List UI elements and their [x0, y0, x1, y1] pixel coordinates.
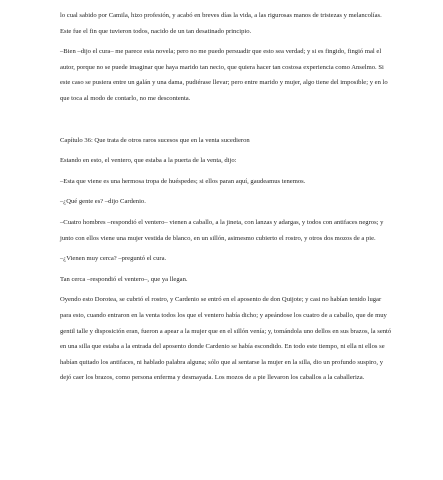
chapter-title: Capítulo 36: Que trata de otros raros sucesos que en la venta sucedieron: [60, 136, 250, 144]
paragraph-huespedes: –Esta que viene es una hermosa tropa de huéspedes; si ellos paran aquí, gaudeamus tenemos.: [60, 177, 306, 185]
paragraph-camila-ending: lo cual sabido por Camila, hizo profesión, y acabó en breves días la vida, a las rigurosas manos de tristezas y melancolías. Este fue el fin que tuvieron todos, nacido de un tan desatinado principio.: [60, 12, 382, 35]
paragraph-cuatro-hombres: –Cuatro hombres –respondió el ventero– vienen a caballo, a la jineta, con lanzas y adargas, y todos con antifaces negros; y junto con ellos viene una mujer vestida de blanco, en un sillón, asimesmo cubierto el rostro, y otros dos mozos de a pie.: [60, 218, 384, 242]
paragraph-que-gente: –¿Qué gente es? –dijo Cardenio.: [60, 198, 146, 206]
paragraph-dorotea: Oyendo esto Dorotea, se cubrió el rostro, y Cardenio se entró en el aposento de don Quijote; y casi no habían tenido lugar para esto, cuando entraron en la venta todos los que el ventero había dicho; y apeándose los cuatro de a caballo, que de muy gentil talle y disposición eran, fueron a apear a la mujer que en el sillón venía; y, tomándola uno dellos en sus brazos, la sentó en una silla que estaba a la entrada del aposento donde Cardenio se había escondido. En todo este tiempo, ni ella ni ellos se habían quitado los antifaces, ni hablado palabra alguna; sólo que al sentarse la mujer en la silla, dio un profundo suspiro, y dejó caer los brazos, como persona enferma y desmayada. Los mozos de a pie llevaron los caballos a la caballeriza.: [60, 296, 392, 382]
paragraph-vienen-cerca: –¿Vienen muy cerca? –preguntó el cura.: [60, 255, 167, 263]
paragraph-cura-opinion: –Bien –dijo el cura– me parece esta novela; pero no me puedo persuadir que esto sea verdad; y si es fingido, fingió mal el autor, porque no se puede imaginar que haya marido tan necio, que quiera hacer tan costosa experiencia como Anselmo. Si este caso se pusiera entre un galán y una dama, pudiérase llevar; pero entre marido y mujer, algo tiene del imposible; y en lo que toca al modo de contarlo, no me descontenta.: [60, 48, 388, 102]
section-gap: [60, 112, 392, 133]
paragraph-ya-llegan: Tan cerca –respondió el ventero–, que ya llegan.: [60, 275, 188, 283]
paragraph-ventero-door: Estando en esto, el ventero, que estaba a la puerta de la venta, dijo:: [60, 157, 237, 165]
document-page: [60, 8, 392, 391]
